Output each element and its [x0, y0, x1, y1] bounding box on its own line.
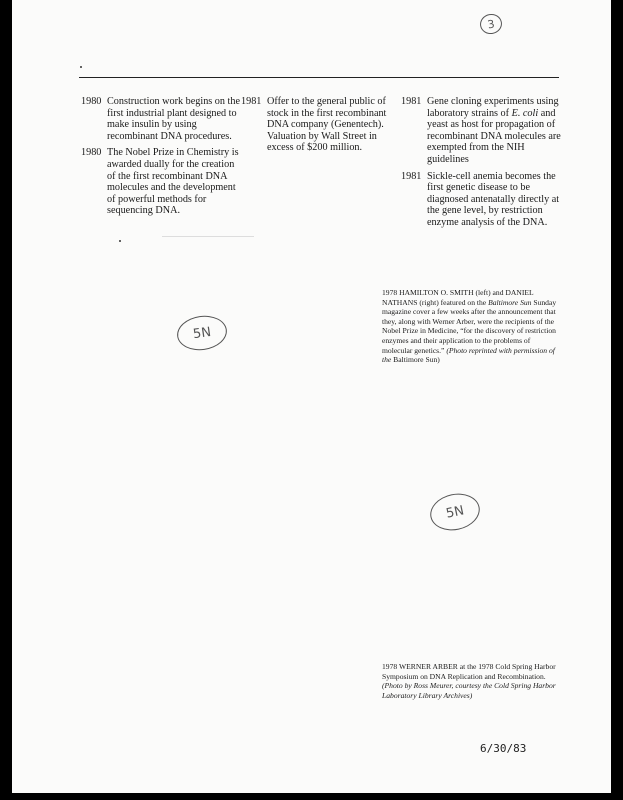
handwritten-mark: 5N: [175, 313, 229, 354]
handwritten-date: 6/30/83: [480, 742, 527, 755]
timeline-entry: [241, 96, 396, 154]
entry-year: 1981: [241, 96, 262, 107]
timeline-column-2: [241, 96, 396, 159]
stray-mark: [119, 240, 121, 242]
entry-year: 1981: [401, 170, 422, 182]
entry-text: Sickle-cell anemia becomes the first genetic disease to be diagnosed antenatally directly at the gene level, by restriction enzyme analysis of the DNA.: [427, 170, 560, 228]
entry-text: Construction work begins on the first industrial plant designed to make insulin by using recombinant DNA procedures.: [107, 96, 240, 142]
entry-year: 1981: [401, 96, 422, 107]
handwritten-mark: 5N: [427, 489, 483, 535]
entry-text: Gene cloning experiments using laboratory strains of E. coli and yeast as host for propagation of recombinant DNA molecules are exempted from the NIH guidelines: [427, 96, 561, 165]
timeline-entry: [81, 96, 241, 142]
photo-caption-arber: 1978 WERNER ARBER at the 1978 Cold Spring Harbor Symposium on DNA Replication and Recombination. (Photo by Ross Meurer, courtesy the Cold Spring Harbor Laboratory Library Archives): [382, 662, 556, 700]
timeline-entry: [81, 147, 241, 217]
faint-rule: [162, 236, 254, 237]
timeline-column-1: [81, 96, 241, 222]
timeline-column-3: [401, 96, 561, 234]
document-page: [12, 0, 611, 793]
header-rule: [79, 77, 559, 78]
page-number-mark: 3: [478, 12, 503, 36]
entry-text: The Nobel Prize in Chemistry is awarded dually for the creation of the first recombinant DNA molecules and the development of powerful methods for sequencing DNA.: [107, 147, 239, 217]
stray-mark: [80, 66, 82, 68]
entry-year: 1980: [81, 96, 102, 107]
entry-text: Offer to the general public of stock in the first recombinant DNA company (Genentech). Valuation by Wall Street in excess of $200 million.: [267, 96, 387, 154]
entry-year: 1980: [81, 147, 102, 159]
photo-caption-smith-nathans: 1978 HAMILTON O. SMITH (left) and DANIEL NATHANS (right) featured on the Baltimore Sun Sunday magazine cover a few weeks after the announcement that they, along with Werner Arber, were the recipients of the Nobel Prize in Medicine, “for the discovery of restriction enzymes and their application to the problems of molecular genetics.” (Photo reprinted with permission of the Baltimore Sun): [382, 288, 557, 365]
timeline-entry: [401, 96, 561, 166]
timeline-entry: [401, 171, 561, 229]
